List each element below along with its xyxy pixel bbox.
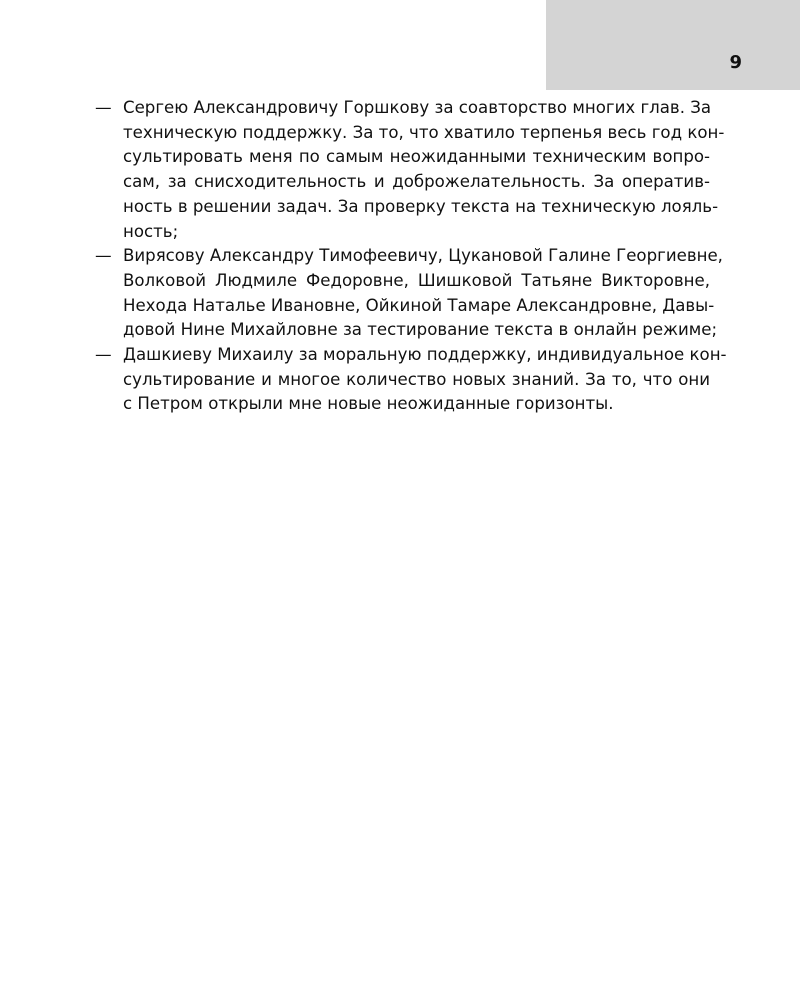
dash-bullet: — [95, 98, 112, 117]
text-line: Дашкиеву Михаилу за моральную поддержку, индивидуальное кон- [123, 345, 727, 365]
dash-bullet: — [95, 345, 112, 365]
page-number: 9 [729, 52, 742, 73]
list-item [95, 244, 723, 343]
acknowledgements-list [95, 96, 727, 417]
text-line: техническую поддержку. За то, что хватило терпенья весь год кон- [123, 122, 725, 142]
list-item [95, 343, 727, 417]
text-line: Вирясову Александру Тимофеевичу, Цукановой Галине Георгиевне, [123, 246, 723, 266]
dash-bullet: — [95, 246, 112, 266]
text-line: сам, за снисходительность и доброжелательность. За оператив- [123, 172, 710, 192]
text-line: с Петром открыли мне новые неожиданные горизонты. [123, 394, 614, 414]
text-line: сультирование и многое количество новых знаний. За то, что они [123, 369, 710, 389]
text-line: ность в решении задач. За проверку текста на техническую лояль- [123, 196, 719, 216]
page-number-tab [546, 0, 800, 90]
text-line: Сергею Александровичу Горшкову за соавторство многих глав. За [123, 98, 712, 117]
text-line: ность; [123, 221, 179, 241]
text-line: Волковой Людмиле Федоровне, Шишковой Татьяне Викторовне, [123, 270, 710, 290]
list-item [95, 96, 725, 244]
text-line: сультировать меня по самым неожиданными техническим вопро- [123, 147, 710, 167]
text-line: Нехода Наталье Ивановне, Ойкиной Тамаре Александровне, Давы- [123, 295, 715, 315]
text-line: довой Нине Михайловне за тестирование текста в онлайн режиме; [123, 320, 718, 340]
